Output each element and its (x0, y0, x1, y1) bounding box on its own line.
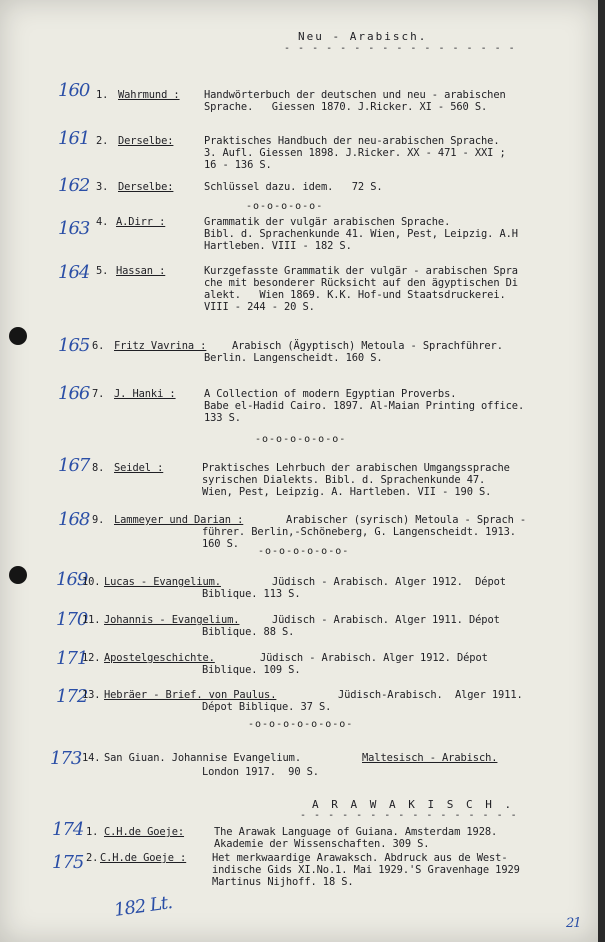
entry-author: Wahrmund : (118, 89, 180, 101)
handwritten-number: 160 (58, 80, 90, 101)
entry-line: Kurzgefasste Grammatik der vulgär - arabischen Spra (204, 265, 518, 277)
entry-author: San Giuan. Johannise Evangelium. (104, 752, 301, 764)
entry-line: führer. Berlin,-Schöneberg, G. Langenscheidt. 1913. (202, 526, 516, 538)
entry-line: Biblique. 113 S. (202, 588, 301, 600)
entry-line: Biblique. 88 S. (202, 626, 295, 638)
handwritten-number: 162 (58, 175, 90, 196)
entry-number: 13. (82, 689, 101, 701)
entry-line: Sprache. Giessen 1870. J.Ricker. XI - 560 S. (204, 101, 488, 113)
entry-number: 2. (96, 135, 109, 147)
entry-line: 160 S. (202, 538, 239, 550)
entry-author: J. Hanki : (114, 388, 176, 400)
entry-line: Het merkwaardige Arawaksch. Abdruck aus de West- (212, 852, 508, 864)
handwritten-number: 169 (56, 569, 88, 590)
entry-author: Derselbe: (118, 135, 174, 147)
handwritten-number: 170 (56, 609, 88, 630)
handwritten-note: 182 Lt. (112, 892, 174, 921)
entry-line: Bibl. d. Sprachenkunde 41. Wien, Pest, Leipzig. A.H (204, 228, 518, 240)
handwritten-number: 168 (58, 509, 90, 530)
entry-line: che mit besonderer Rücksicht auf den ägyptischen Di (204, 277, 518, 289)
punch-hole (9, 566, 27, 584)
entry-line: Dépot Biblique. 37 S. (202, 701, 332, 713)
entry-number: 10. (82, 576, 101, 588)
entry-author: Seidel : (114, 462, 164, 474)
handwritten-number: 172 (56, 686, 88, 707)
entry-line: Jüdisch - Arabisch. Alger 1912. Dépot (272, 576, 506, 588)
entry-number: 1. (86, 826, 99, 838)
entry-line: indische Gids XI.No.1. Mai 1929.'S Gravenhage 1929 (212, 864, 520, 876)
entry-author: C.H.de Goeje: (104, 826, 185, 838)
entry-line: Berlin. Langenscheidt. 160 S. (204, 352, 383, 364)
page-number: 21 (566, 916, 581, 931)
entry-line: VIII - 244 - 20 S. (204, 301, 315, 313)
entry-line: Arabischer (syrisch) Metoula - Sprach - (286, 514, 527, 526)
entry-number: 7. (92, 388, 105, 400)
entry-line: 133 S. (204, 412, 241, 424)
entry-line: Martinus Nijhoff. 18 S. (212, 876, 354, 888)
entry-line: Jüdisch-Arabisch. Alger 1911. (338, 689, 523, 701)
entry-author: Derselbe: (118, 181, 174, 193)
handwritten-number: 175 (52, 852, 84, 873)
handwritten-number: 166 (58, 383, 90, 404)
handwritten-number: 171 (56, 648, 88, 669)
entry-line: Biblique. 109 S. (202, 664, 301, 676)
entry-line: Akademie der Wissenschaften. 309 S. (214, 838, 430, 850)
section-heading-underline: - - - - - - - - - - - - - - - - (300, 810, 518, 821)
punch-hole (9, 327, 27, 345)
separator: -o-o-o-o-o-o- (258, 546, 350, 557)
handwritten-number: 163 (58, 218, 90, 239)
entry-author: Lucas - Evangelium. (104, 576, 221, 588)
handwritten-number: 173 (50, 748, 82, 769)
entry-line: Schlüssel dazu. idem. 72 S. (204, 181, 383, 193)
entry-line: Hartleben. VIII - 182 S. (204, 240, 352, 252)
separator: -o-o-o-o-o- (246, 201, 324, 212)
entry-author: Johannis - Evangelium. (104, 614, 240, 626)
entry-number: 8. (92, 462, 105, 474)
entry-line: Grammatik der vulgär arabischen Sprache. (204, 216, 451, 228)
entry-number: 6. (92, 340, 105, 352)
entry-line: Arabisch (Ägyptisch) Metoula - Sprachführer. (232, 340, 503, 352)
entry-number: 1. (96, 89, 109, 101)
entry-author: Hassan : (116, 265, 166, 277)
entry-number: 11. (82, 614, 101, 626)
entry-line: syrischen Dialekts. Bibl. d. Sprachenkunde 47. (202, 474, 486, 486)
entry-line: Babe el-Hadid Cairo. 1897. Al-Maian Printing office. (204, 400, 525, 412)
entry-line: A Collection of modern Egyptian Proverbs. (204, 388, 457, 400)
separator: -o-o-o-o-o-o- (255, 434, 347, 445)
entry-author: Lammeyer und Darian : (114, 514, 244, 526)
heading-underline: - - - - - - - - - - - - - - - - - (284, 43, 516, 54)
entry-line: Wien, Pest, Leipzig. A. Hartleben. VII - 190 S. (202, 486, 492, 498)
separator: -o-o-o-o-o-o-o- (248, 719, 354, 730)
handwritten-number: 167 (58, 455, 90, 476)
entry-number: 4. (96, 216, 109, 228)
page-heading: Neu - Arabisch. (298, 30, 428, 43)
entry-number: 2. (86, 852, 99, 864)
entry-author: A.Dirr : (116, 216, 166, 228)
entry-number: 12. (82, 652, 101, 664)
entry-line: Praktisches Handbuch der neu-arabischen Sprache. (204, 135, 500, 147)
entry-author: C.H.de Goeje : (100, 852, 187, 864)
entry-line: Handwörterbuch der deutschen und neu - arabischen (204, 89, 506, 101)
entry-line: 3. Aufl. Giessen 1898. J.Ricker. XX - 471 - XXI ; (204, 147, 506, 159)
entry-number: 5. (96, 265, 109, 277)
entry-author: Hebräer - Brief. von Paulus. (104, 689, 277, 701)
entry-author: Fritz Vavrina : (114, 340, 207, 352)
entry-line: Maltesisch - Arabisch. (362, 752, 498, 764)
entry-line: alekt. Wien 1869. K.K. Hof-und Staatsdruckerei. (204, 289, 506, 301)
handwritten-number: 165 (58, 335, 90, 356)
entry-line: Jüdisch - Arabisch. Alger 1912. Dépot (260, 652, 488, 664)
entry-line: Praktisches Lehrbuch der arabischen Umgangssprache (202, 462, 510, 474)
entry-line: Jüdisch - Arabisch. Alger 1911. Dépot (272, 614, 500, 626)
handwritten-number: 174 (52, 819, 84, 840)
entry-number: 9. (92, 514, 105, 526)
handwritten-number: 164 (58, 262, 90, 283)
handwritten-number: 161 (58, 128, 90, 149)
entry-line: 16 - 136 S. (204, 159, 272, 171)
entry-line: London 1917. 90 S. (202, 766, 319, 778)
entry-number: 14. (82, 752, 101, 764)
entry-line: The Arawak Language of Guiana. Amsterdam 1928. (214, 826, 498, 838)
section-heading: A R A W A K I S C H . (312, 798, 515, 811)
entry-number: 3. (96, 181, 109, 193)
entry-author: Apostelgeschichte. (104, 652, 215, 664)
